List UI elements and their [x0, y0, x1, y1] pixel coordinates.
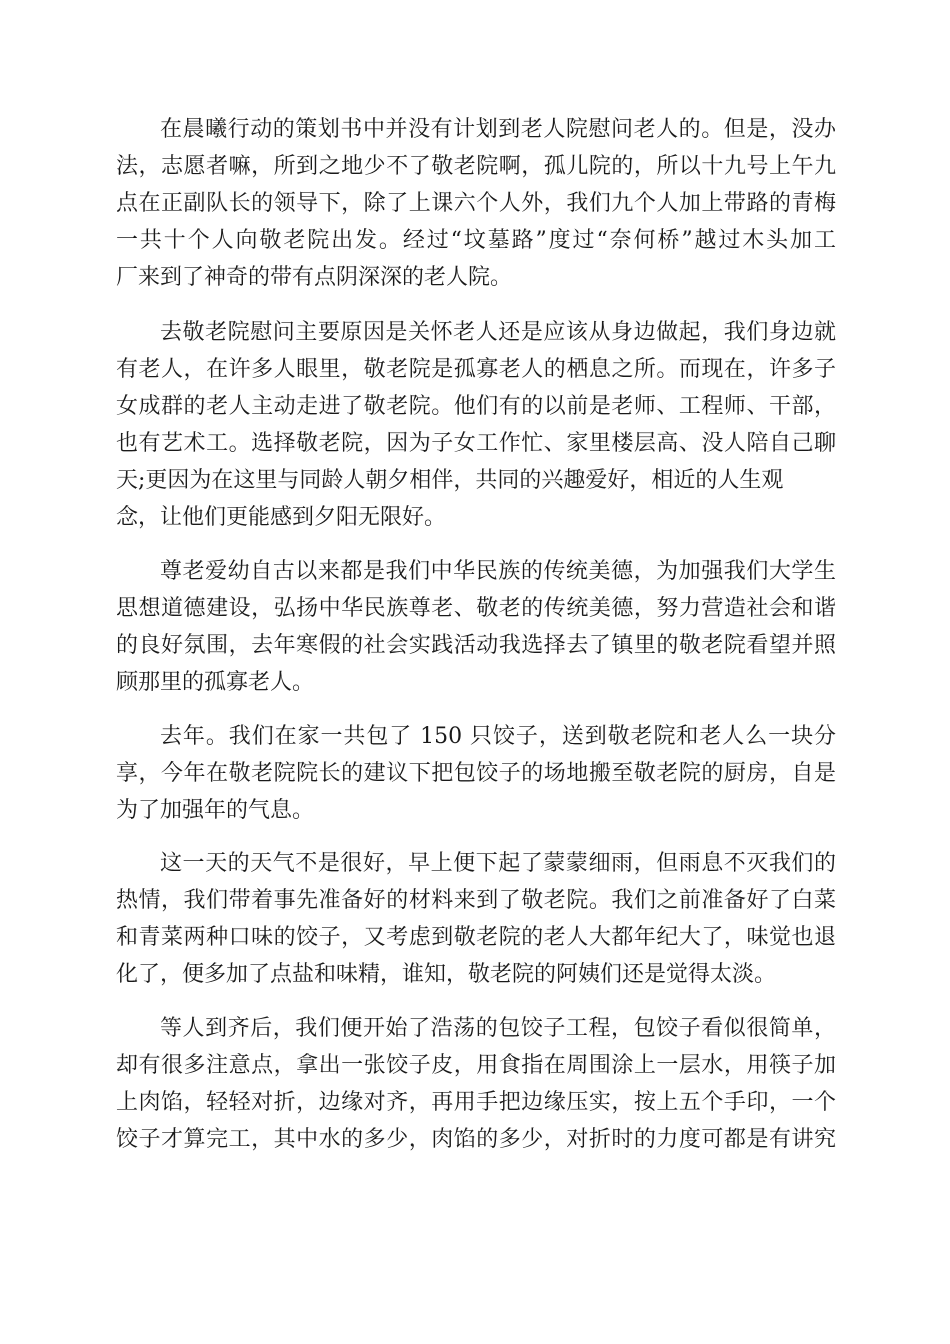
paragraph-line: 却有很多注意点，拿出一张饺子皮，用食指在周围涂上一层水，用筷子加: [116, 1053, 836, 1078]
paragraph-line: 思想道德建设，弘扬中华民族尊老、敬老的传统美德，努力营造社会和谐: [116, 596, 836, 621]
paragraph-3: [116, 553, 836, 701]
paragraph-line: 天;更因为在这里与同龄人朝夕相伴，共同的兴趣爱好，相近的人生观: [116, 468, 784, 493]
paragraph-line: 念，让他们更能感到夕阳无限好。: [116, 505, 447, 530]
paragraph-line: 一共十个人向敬老院出发。经过“坟墓路”度过“奈何桥”越过木头加工: [116, 228, 836, 253]
paragraph-line: 在晨曦行动的策划书中并没有计划到老人院慰问老人的。但是，没办: [160, 117, 836, 142]
paragraph-line: 等人到齐后，我们便开始了浩荡的包饺子工程，包饺子看似很简单，: [160, 1016, 836, 1041]
paragraph-line: 去年。我们在家一共包了 150 只饺子，送到敬老院和老人么一块分: [160, 724, 836, 749]
paragraph-2: [116, 314, 836, 536]
paragraph-line: 热情，我们带着事先准备好的材料来到了敬老院。我们之前准备好了白菜: [116, 888, 836, 913]
paragraph-line: 点在正副队长的领导下，除了上课六个人外，我们九个人加上带路的青梅: [116, 191, 836, 216]
paragraph-line: 为了加强年的气息。: [116, 798, 315, 823]
paragraph-line: 饺子才算完工，其中水的多少，肉馅的多少，对折时的力度可都是有讲究: [116, 1127, 836, 1152]
paragraph-line: 女成群的老人主动走进了敬老院。他们有的以前是老师、工程师、干部，: [116, 394, 836, 419]
paragraph-line: 法，志愿者嘛，所到之地少不了敬老院啊，孤儿院的，所以十九号上午九: [116, 154, 836, 179]
paragraph-1: [116, 111, 836, 296]
paragraph-4: [116, 718, 836, 829]
paragraph-line: 享，今年在敬老院院长的建议下把包饺子的场地搬至敬老院的厨房，自是: [116, 761, 836, 786]
paragraph-line: 有老人，在许多人眼里，敬老院是孤寡老人的栖息之所。而现在，许多子: [116, 357, 836, 382]
paragraph-6: [116, 1010, 836, 1158]
paragraph-line: 上肉馅，轻轻对折，边缘对齐，再用手把边缘压实，按上五个手印，一个: [116, 1090, 836, 1115]
paragraph-line: 也有艺术工。选择敬老院，因为子女工作忙、家里楼层高、没人陪自己聊: [116, 431, 836, 456]
paragraph-line: 厂来到了神奇的带有点阴深深的老人院。: [116, 265, 513, 290]
paragraph-line: 顾那里的孤寡老人。: [116, 670, 315, 695]
paragraph-line: 的良好氛围，去年寒假的社会实践活动我选择去了镇里的敬老院看望并照: [116, 633, 836, 658]
paragraph-line: 去敬老院慰问主要原因是关怀老人还是应该从身边做起，我们身边就: [160, 320, 836, 345]
paragraph-5: [116, 845, 836, 993]
paragraph-line: 化了，便多加了点盐和味精，谁知，敬老院的阿姨们还是觉得太淡。: [116, 962, 777, 987]
paragraph-line: 这一天的天气不是很好，早上便下起了蒙蒙细雨，但雨息不灭我们的: [160, 851, 836, 876]
paragraph-line: 和青菜两种口味的饺子，又考虑到敬老院的老人大都年纪大了，味觉也退: [116, 925, 836, 950]
paragraph-line: 尊老爱幼自古以来都是我们中华民族的传统美德，为加强我们大学生: [160, 559, 836, 584]
